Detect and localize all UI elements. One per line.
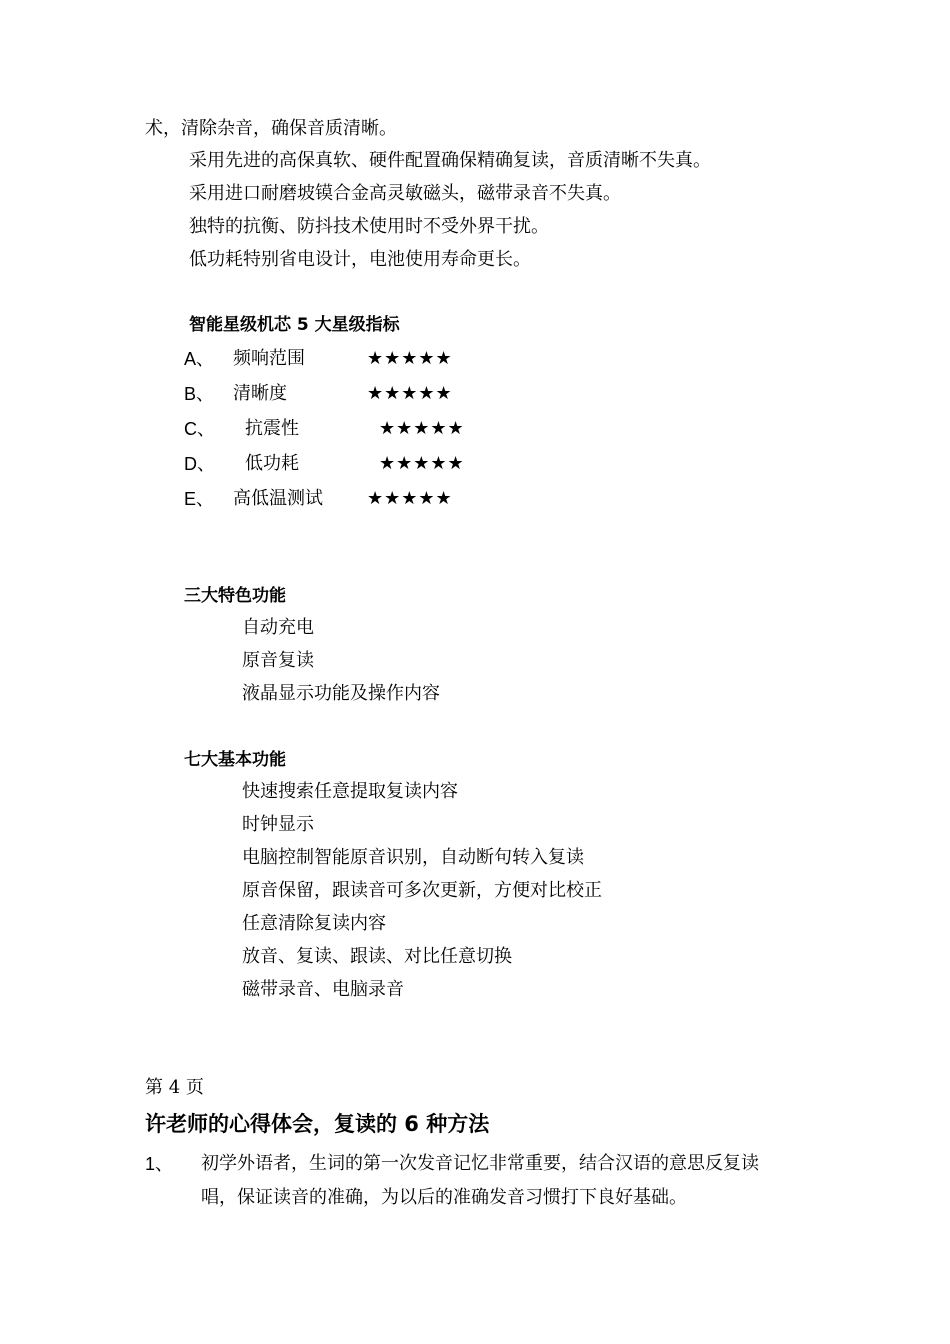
feature-line: 采用进口耐磨坡镆合金高灵敏磁头，磁带录音不失真。: [189, 183, 621, 204]
star-item-name: 频响范围: [233, 348, 305, 369]
star-rating: ★★★★★: [367, 488, 453, 509]
basic-section-title: 七大基本功能: [184, 750, 286, 770]
basic-item: 时钟显示: [242, 814, 314, 835]
article-title: 许老师的心得体会，复读的 6 种方法: [145, 1112, 490, 1136]
point-text-line: 唱，保证读音的准确，为以后的准确发音习惯打下良好基础。: [201, 1187, 687, 1208]
page-marker: 第 4 页: [145, 1077, 204, 1098]
star-item-letter: D、: [184, 454, 215, 474]
point-number: 1、: [145, 1154, 174, 1174]
star-item-name: 高低温测试: [233, 488, 323, 509]
feature-line: 采用先进的高保真软、硬件配置确保精确复读，音质清晰不失真。: [189, 150, 711, 171]
star-item-name: 低功耗: [245, 453, 299, 474]
basic-item: 任意清除复读内容: [242, 913, 386, 934]
special-item: 自动充电: [242, 617, 314, 638]
special-item: 液晶显示功能及操作内容: [242, 683, 440, 704]
star-item-letter: C、: [184, 419, 215, 439]
basic-item: 磁带录音、电脑录音: [242, 979, 404, 1000]
basic-item: 电脑控制智能原音识别，自动断句转入复读: [242, 847, 584, 868]
special-item: 原音复读: [242, 650, 314, 671]
basic-item: 快速搜索任意提取复读内容: [242, 781, 458, 802]
star-item-letter: B、: [184, 384, 215, 404]
intro-continuation: 术，清除杂音，确保音质清晰。: [145, 118, 397, 139]
star-item-letter: E、: [184, 489, 215, 509]
star-section-title: 智能星级机芯 5 大星级指标: [189, 315, 400, 335]
basic-item: 原音保留，跟读音可多次更新，方便对比校正: [242, 880, 602, 901]
feature-line: 独特的抗衡、防抖技术使用时不受外界干扰。: [189, 216, 549, 237]
basic-item: 放音、复读、跟读、对比任意切换: [242, 946, 512, 967]
feature-line: 低功耗特别省电设计，电池使用寿命更长。: [189, 249, 531, 270]
star-rating: ★★★★★: [379, 418, 465, 439]
star-item-name: 抗震性: [245, 418, 299, 439]
star-item-letter: A、: [184, 349, 215, 369]
star-rating: ★★★★★: [367, 348, 453, 369]
star-rating: ★★★★★: [379, 453, 465, 474]
point-text-line: 初学外语者，生词的第一次发音记忆非常重要，结合汉语的意思反复读: [201, 1153, 759, 1174]
special-section-title: 三大特色功能: [184, 586, 286, 606]
star-rating: ★★★★★: [367, 383, 453, 404]
star-item-name: 清晰度: [233, 383, 287, 404]
